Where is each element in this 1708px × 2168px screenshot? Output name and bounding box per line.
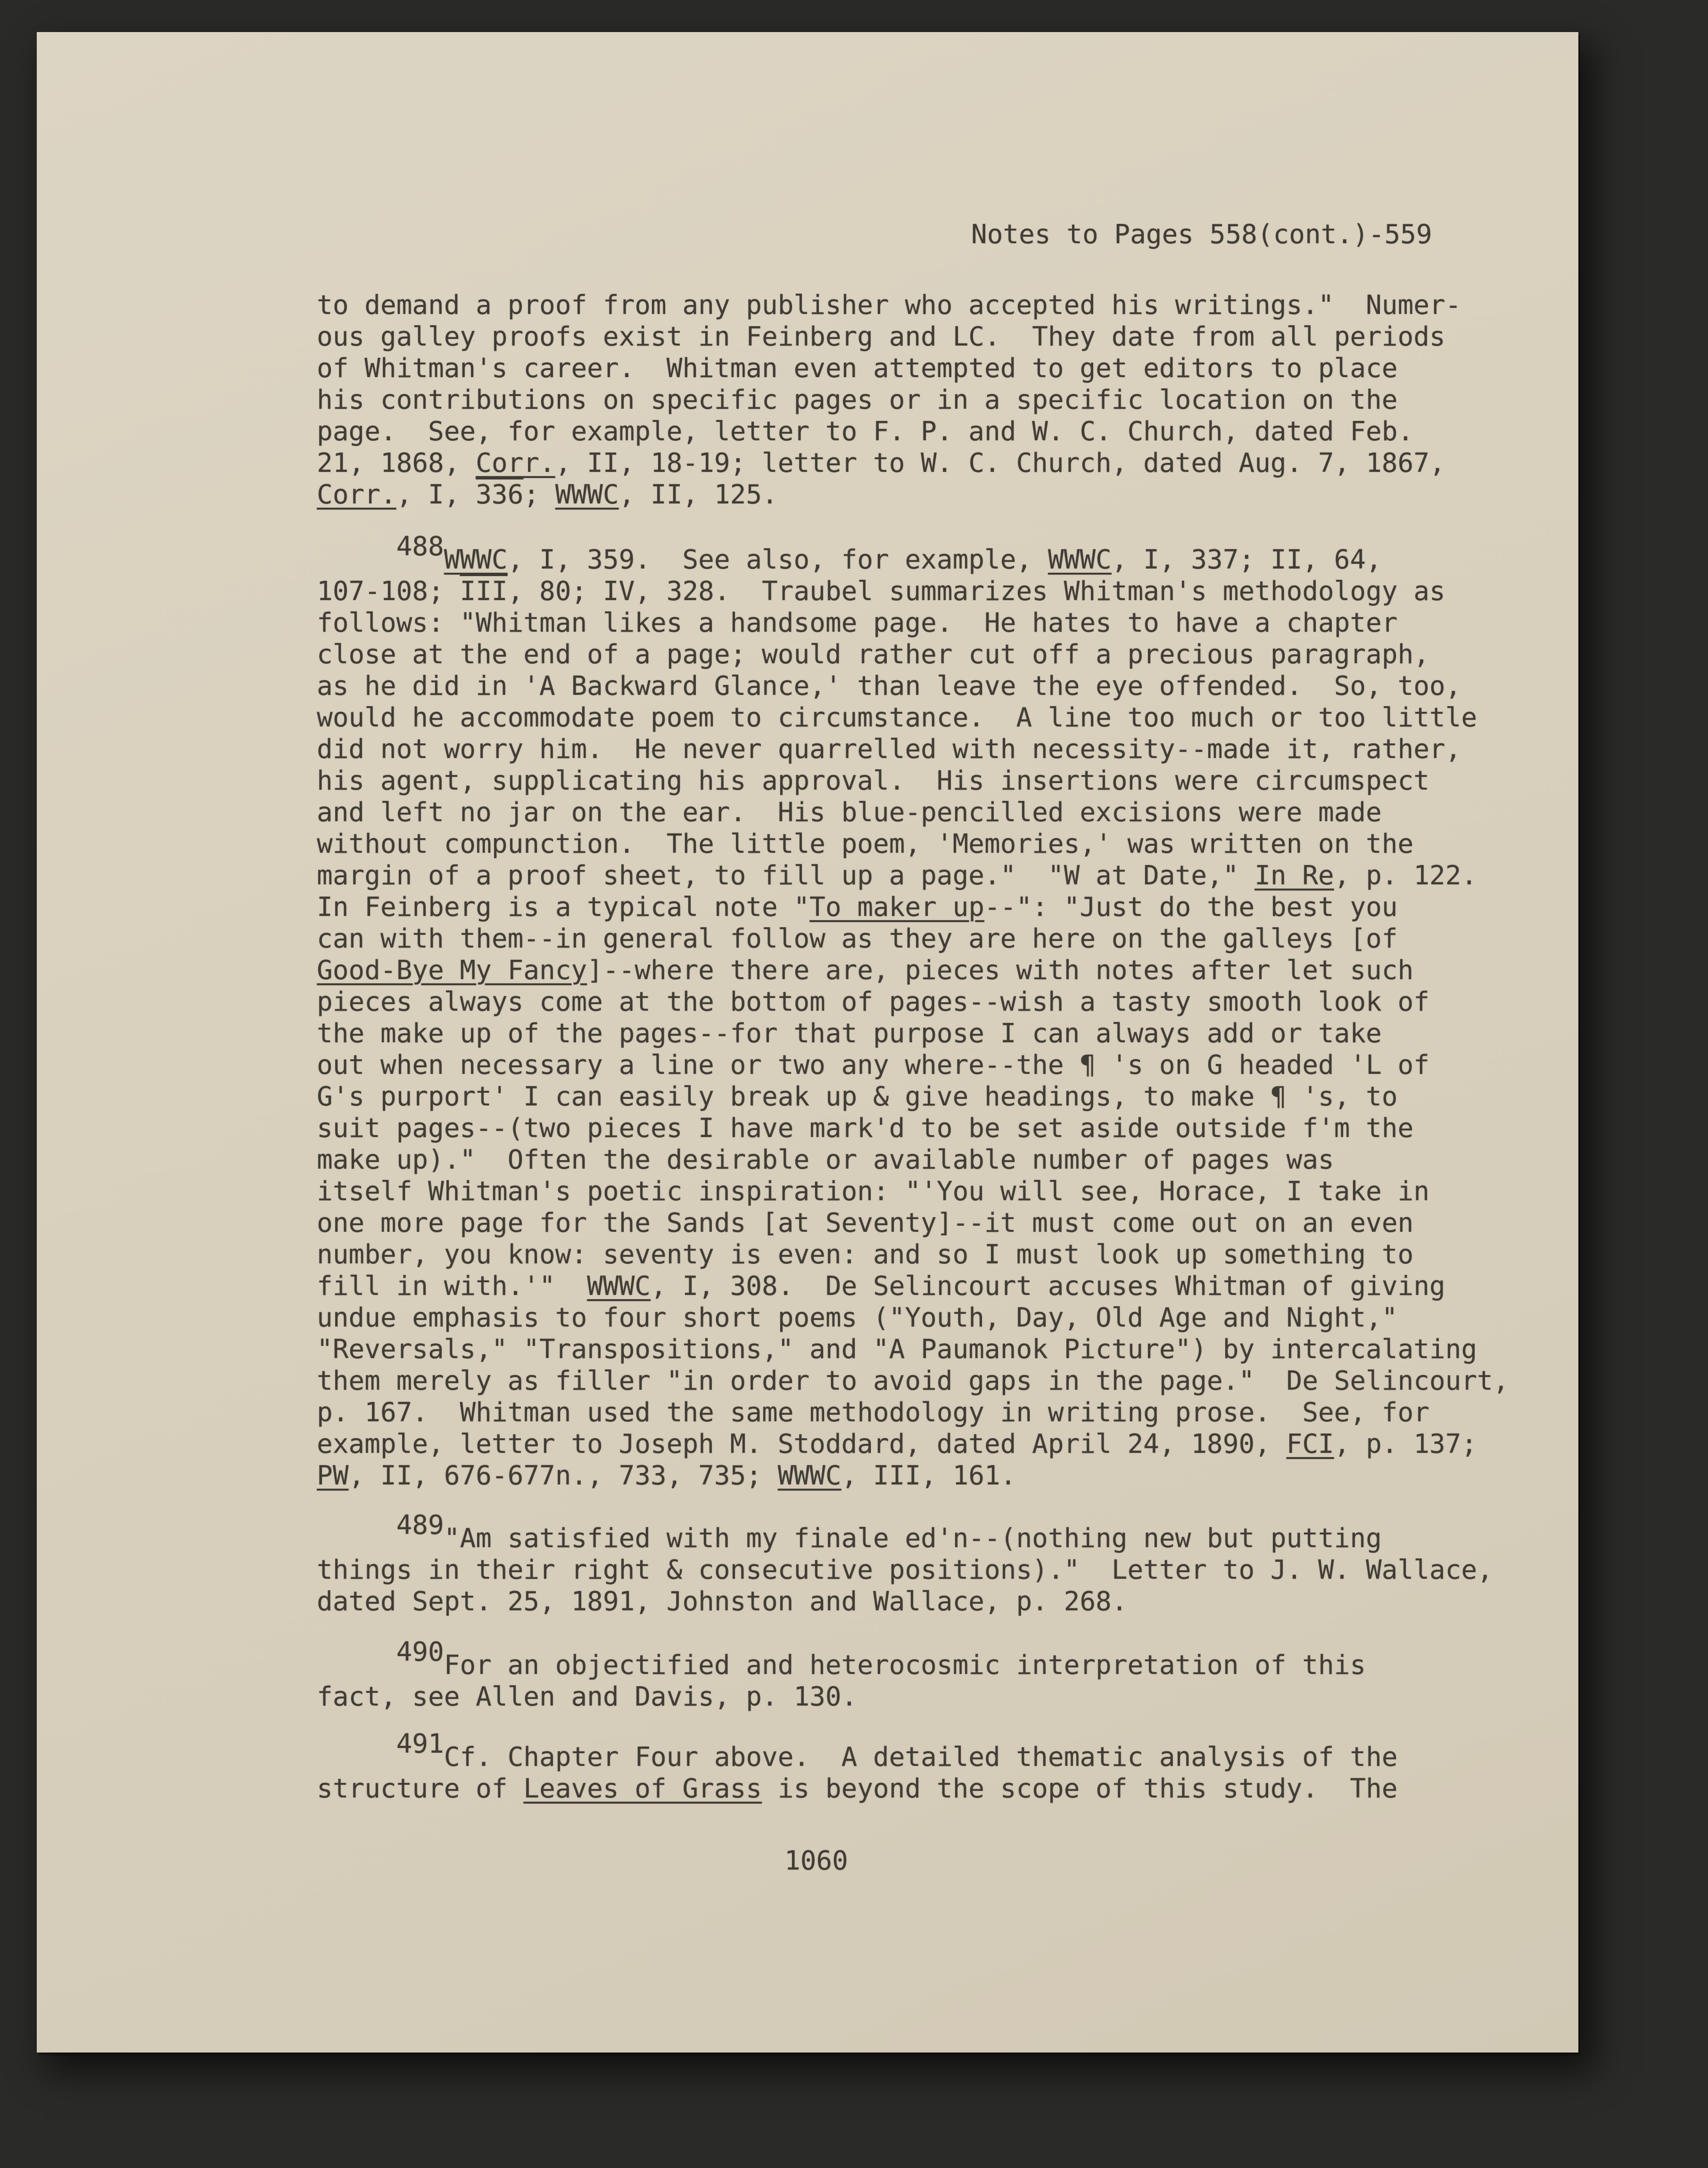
text-line: dated Sept. 25, 1891, Johnston and Wallace, p. 268. <box>317 1586 1128 1617</box>
page-number: 1060 <box>784 1846 848 1876</box>
text-line: did not worry him. He never quarrelled with necessity--made it, rather, <box>317 734 1461 765</box>
text-line: 107-108; $\overline{III}$, 80; IV, 328. Traubel summarizes Whitman's methodology as <box>317 576 1445 607</box>
text-line: things in their right & consecutive positions)." Letter to J. W. Wallace, <box>317 1555 1493 1585</box>
text-line: of Whitman's career. Whitman even attempted to get editors to place <box>317 353 1398 384</box>
text-line: "Reversals," "Transpositions," and "A Paumanok Picture") by intercalating <box>317 1334 1477 1365</box>
text-line: margin of a proof sheet, to fill up a page." "W at Date," In Re, p. 122. <box>317 860 1477 891</box>
text-line: close at the end of a page; would rather cut off a precious paragraph, <box>317 639 1430 670</box>
text-line: 491Cf. Chapter Four above. A detailed thematic analysis of the <box>396 1729 1398 1772</box>
document-page <box>37 32 1578 2053</box>
text-line: p. 167. Whitman used the same methodology in writing prose. See, for <box>317 1397 1430 1428</box>
page-header: Notes to Pages 558(cont.)-559 <box>971 219 1432 250</box>
text-line: G's purport' I can easily break up & give headings, to make ¶ 's, to <box>317 1081 1398 1112</box>
text-line: out when necessary a line or two any where--the ¶ 's on G headed 'L of <box>317 1050 1430 1080</box>
text-line: fill in with.'" WWWC, I, 308. De Selincourt accuses Whitman of giving <box>317 1271 1445 1302</box>
text-line: undue emphasis to four short poems ("Youth, Day, Old Age and Night," <box>317 1302 1398 1333</box>
text-line: 489"Am satisfied with my finale ed'n--(nothing new but putting <box>396 1510 1382 1554</box>
footnote-491 <box>317 1729 1398 1805</box>
text-line: can with them--in general follow as they are here on the galleys [of <box>317 923 1398 954</box>
text-line: them merely as filler "in order to avoid gaps in the page." De Selincourt, <box>317 1366 1509 1396</box>
text-line: page. See, for example, letter to F. P. and W. C. Church, dated Feb. <box>317 416 1414 447</box>
text-line: example, letter to Joseph M. Stoddard, dated April 24, 1890, FCI, p. 137; <box>317 1429 1477 1459</box>
text-line: to demand a proof from any publisher who accepted his writings." Numer- <box>317 290 1461 321</box>
text-line: 490For an objectified and heterocosmic interpretation of this <box>396 1637 1366 1681</box>
text-line: as he did in 'A Backward Glance,' than leave the eye offended. So, too, <box>317 671 1461 701</box>
text-line: the make up of the pages--for that purpose I can always add or take <box>317 1018 1382 1049</box>
text-line: In Feinberg is a typical note "To maker up--": "Just do the best you <box>317 892 1398 923</box>
text-line: his contributions on specific pages or in a specific location on the <box>317 385 1398 415</box>
continuation-paragraph <box>317 289 1461 511</box>
text-line: Corr., I, 336; WWWC, II, 125. <box>317 479 778 510</box>
footnote-490 <box>317 1637 1366 1713</box>
text-line: 21, 1868, Corr., II, 18-19; letter to W. C. Church, dated Aug. 7, 1867, <box>317 448 1445 478</box>
text-line: make up)." Often the desirable or available number of pages was <box>317 1145 1334 1175</box>
text-line: Good-Bye My Fancy]--where there are, pieces with notes after let such <box>317 955 1414 986</box>
text-line: without compunction. The little poem, 'Memories,' was written on the <box>317 829 1414 859</box>
text-line: one more page for the Sands [at Seventy]--it must come out on an even <box>317 1208 1414 1238</box>
text-line: structure of Leaves of Grass is beyond the scope of this study. The <box>317 1773 1398 1804</box>
text-line: suit pages--(two pieces I have mark'd to be set aside outside f'm the <box>317 1113 1414 1144</box>
text-line: pieces always come at the bottom of pages--wish a tasty smooth look of <box>317 987 1430 1017</box>
text-line: itself Whitman's poetic inspiration: "'You will see, Horace, I take in <box>317 1176 1430 1207</box>
footnote-488 <box>317 531 1509 1492</box>
text-line: his agent, supplicating his approval. His insertions were circumspect <box>317 766 1430 796</box>
footnote-489 <box>317 1510 1493 1617</box>
text-line: ous galley proofs exist in Feinberg and LC. They date from all periods <box>317 321 1445 352</box>
text-line: follows: "Whitman likes a handsome page. He hates to have a chapter <box>317 608 1398 638</box>
text-line: fact, see Allen and Davis, p. 130. <box>317 1682 858 1712</box>
text-line: and left no jar on the ear. His blue-pencilled excisions were made <box>317 797 1382 828</box>
text-line: 488WWWC, I, 359. See also, for example, WWWC, I, 337; II, 64, <box>396 531 1382 575</box>
text-line: PW, II, 676-677n., 733, 735; WWWC, III, 161. <box>317 1460 1016 1491</box>
text-line: would he accommodate poem to circumstance. A line too much or too little <box>317 702 1477 733</box>
text-line: number, you know: seventy is even: and so I must look up something to <box>317 1239 1414 1270</box>
